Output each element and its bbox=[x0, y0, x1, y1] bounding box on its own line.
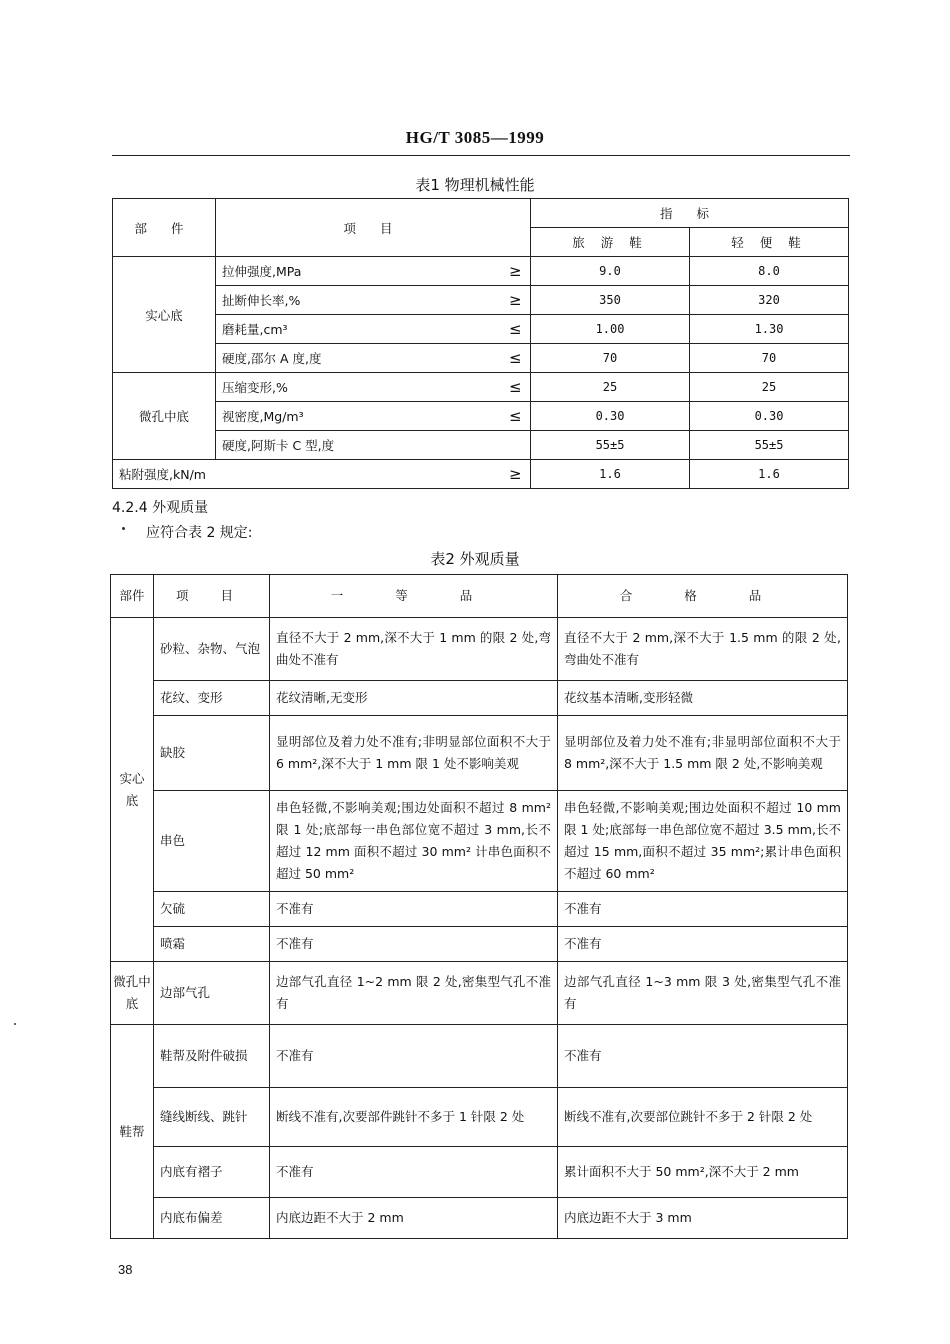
scan-speck bbox=[14, 1023, 16, 1025]
table-row bbox=[111, 618, 848, 681]
t2-first-grade: 显明部位及着力处不准有;非明显部位面积不大于 6 mm²,深不大于 1 mm 限 1 处不影响美观 bbox=[270, 716, 558, 791]
t1-value-b: 70 bbox=[690, 344, 849, 373]
t1-value-a: 9.0 bbox=[531, 257, 690, 286]
t1-item: 硬度,阿斯卡 C 型,度 bbox=[216, 431, 501, 460]
t1-head-index: 指 标 bbox=[531, 199, 849, 228]
section-title: 4.2.4 外观质量 bbox=[112, 500, 209, 516]
t2-first-grade: 直径不大于 2 mm,深不大于 1 mm 的限 2 处,弯曲处不准有 bbox=[270, 618, 558, 681]
t1-value-a: 55±5 bbox=[531, 431, 690, 460]
t1-item: 磨耗量,cm³ bbox=[216, 315, 501, 344]
t1-value-a: 0.30 bbox=[531, 402, 690, 431]
t1-value-b: 55±5 bbox=[690, 431, 849, 460]
standard-code: HG/T 3085—1999 bbox=[405, 128, 545, 147]
table-row bbox=[111, 1088, 848, 1147]
t1-part-microporous-midsole: 微孔中底 bbox=[113, 373, 216, 460]
t1-value-b: 8.0 bbox=[690, 257, 849, 286]
t2-item: 鞋帮及附件破损 bbox=[154, 1025, 270, 1088]
t2-qualified: 不准有 bbox=[558, 927, 848, 962]
t1-value-b: 0.30 bbox=[690, 402, 849, 431]
t2-item: 欠硫 bbox=[154, 892, 270, 927]
t1-head-travel-shoes: 旅 游 鞋 bbox=[531, 228, 690, 257]
scan-speck bbox=[122, 527, 125, 530]
t2-item: 边部气孔 bbox=[154, 962, 270, 1025]
t2-head-first-grade: 一 等 品 bbox=[270, 575, 558, 618]
table1-caption: 表1 物理机械性能 bbox=[415, 176, 535, 194]
t2-head-item: 项 目 bbox=[154, 575, 270, 618]
table-row bbox=[113, 344, 849, 373]
t2-first-grade: 不准有 bbox=[270, 892, 558, 927]
table-row bbox=[111, 681, 848, 716]
t1-value-b: 1.30 bbox=[690, 315, 849, 344]
table-row bbox=[111, 1198, 848, 1239]
t1-cmp: ≤ bbox=[501, 402, 531, 431]
t2-item: 内底布偏差 bbox=[154, 1198, 270, 1239]
t1-value-a: 350 bbox=[531, 286, 690, 315]
t1-cmp: ≤ bbox=[501, 315, 531, 344]
t2-item: 花纹、变形 bbox=[154, 681, 270, 716]
section-body: 应符合表 2 规定: bbox=[146, 525, 253, 541]
t1-cmp: ≥ bbox=[501, 286, 531, 315]
t2-first-grade: 不准有 bbox=[270, 1025, 558, 1088]
t2-qualified: 累计面积不大于 50 mm²,深不大于 2 mm bbox=[558, 1147, 848, 1198]
table-row bbox=[111, 1147, 848, 1198]
table-row bbox=[113, 286, 849, 315]
t1-cmp bbox=[501, 431, 531, 460]
table-row bbox=[111, 1025, 848, 1088]
table-row bbox=[113, 402, 849, 431]
t1-cmp: ≥ bbox=[501, 257, 531, 286]
t2-item: 缝线断线、跳针 bbox=[154, 1088, 270, 1147]
t1-cmp: ≤ bbox=[501, 344, 531, 373]
table-row bbox=[111, 791, 848, 892]
t2-qualified: 不准有 bbox=[558, 892, 848, 927]
table-row bbox=[113, 315, 849, 344]
t2-part-solid-sole: 实心底 bbox=[111, 618, 154, 962]
t2-first-grade: 不准有 bbox=[270, 1147, 558, 1198]
t2-item: 缺胶 bbox=[154, 716, 270, 791]
table-row bbox=[113, 431, 849, 460]
t2-first-grade: 串色轻微,不影响美观;围边处面积不超过 8 mm² 限 1 处;底部每一串色部位宽不超过 3 mm,长不超过 12 mm 面积不超过 30 mm² 计串色面积不超过 50 mm² bbox=[270, 791, 558, 892]
t1-item: 压缩变形,% bbox=[216, 373, 501, 402]
t2-qualified: 不准有 bbox=[558, 1025, 848, 1088]
table-row bbox=[111, 962, 848, 1025]
page-number: 38 bbox=[118, 1262, 133, 1277]
t2-head-part: 部件 bbox=[111, 575, 154, 618]
t2-qualified: 断线不准有,次要部位跳针不多于 2 针限 2 处 bbox=[558, 1088, 848, 1147]
t1-value-b: 320 bbox=[690, 286, 849, 315]
table-row bbox=[111, 892, 848, 927]
t2-qualified: 花纹基本清晰,变形轻微 bbox=[558, 681, 848, 716]
t2-first-grade: 断线不准有,次要部件跳针不多于 1 针限 2 处 bbox=[270, 1088, 558, 1147]
t1-item: 扯断伸长率,% bbox=[216, 286, 501, 315]
t2-first-grade: 内底边距不大于 2 mm bbox=[270, 1198, 558, 1239]
t2-first-grade: 边部气孔直径 1~2 mm 限 2 处,密集型气孔不准有 bbox=[270, 962, 558, 1025]
t2-item: 喷霜 bbox=[154, 927, 270, 962]
t1-part-solid-sole: 实心底 bbox=[113, 257, 216, 373]
t1-head-item: 项 目 bbox=[216, 199, 531, 257]
t1-value-a: 1.00 bbox=[531, 315, 690, 344]
t2-item: 串色 bbox=[154, 791, 270, 892]
t1-head-part: 部 件 bbox=[113, 199, 216, 257]
t2-head-qualified: 合 格 品 bbox=[558, 575, 848, 618]
t1-item: 硬度,邵尔 A 度,度 bbox=[216, 344, 501, 373]
t2-first-grade: 花纹清晰,无变形 bbox=[270, 681, 558, 716]
t1-cmp: ≥ bbox=[501, 460, 531, 489]
t1-cmp: ≤ bbox=[501, 373, 531, 402]
t2-qualified: 内底边距不大于 3 mm bbox=[558, 1198, 848, 1239]
t2-item: 内底有褶子 bbox=[154, 1147, 270, 1198]
t1-value-b: 25 bbox=[690, 373, 849, 402]
physical-properties-table bbox=[112, 198, 849, 489]
t2-qualified: 串色轻微,不影响美观;围边处面积不超过 10 mm 限 1 处;底部每一串色部位宽不超过 3.5 mm,长不超过 15 mm,面积不超过 35 mm²;累计串色面积不超过 60 mm² bbox=[558, 791, 848, 892]
t2-qualified: 直径不大于 2 mm,深不大于 1.5 mm 的限 2 处,弯曲处不准有 bbox=[558, 618, 848, 681]
t2-part-upper: 鞋帮 bbox=[111, 1025, 154, 1239]
header-rule bbox=[112, 155, 850, 156]
t1-value-a: 70 bbox=[531, 344, 690, 373]
t2-item: 砂粒、杂物、气泡 bbox=[154, 618, 270, 681]
table-row bbox=[113, 460, 849, 489]
table-row bbox=[113, 257, 849, 286]
table-row bbox=[111, 716, 848, 791]
table2-caption: 表2 外观质量 bbox=[430, 550, 520, 568]
t1-head-casual-shoes: 轻 便 鞋 bbox=[690, 228, 849, 257]
t1-value-b: 1.6 bbox=[690, 460, 849, 489]
table-row bbox=[111, 927, 848, 962]
t1-value-a: 25 bbox=[531, 373, 690, 402]
appearance-quality-table bbox=[110, 574, 848, 1239]
t1-item: 拉伸强度,MPa bbox=[216, 257, 501, 286]
t2-first-grade: 不准有 bbox=[270, 927, 558, 962]
t2-qualified: 边部气孔直径 1~3 mm 限 3 处,密集型气孔不准有 bbox=[558, 962, 848, 1025]
table-row bbox=[113, 373, 849, 402]
t1-item-adhesion: 粘附强度,kN/m bbox=[113, 460, 501, 489]
t2-qualified: 显明部位及着力处不准有;非显明部位面积不大于 8 mm²,深不大于 1.5 mm 限 2 处,不影响美观 bbox=[558, 716, 848, 791]
t1-item: 视密度,Mg/m³ bbox=[216, 402, 501, 431]
t2-part-microporous-midsole: 微孔中底 bbox=[111, 962, 154, 1025]
t1-value-a: 1.6 bbox=[531, 460, 690, 489]
